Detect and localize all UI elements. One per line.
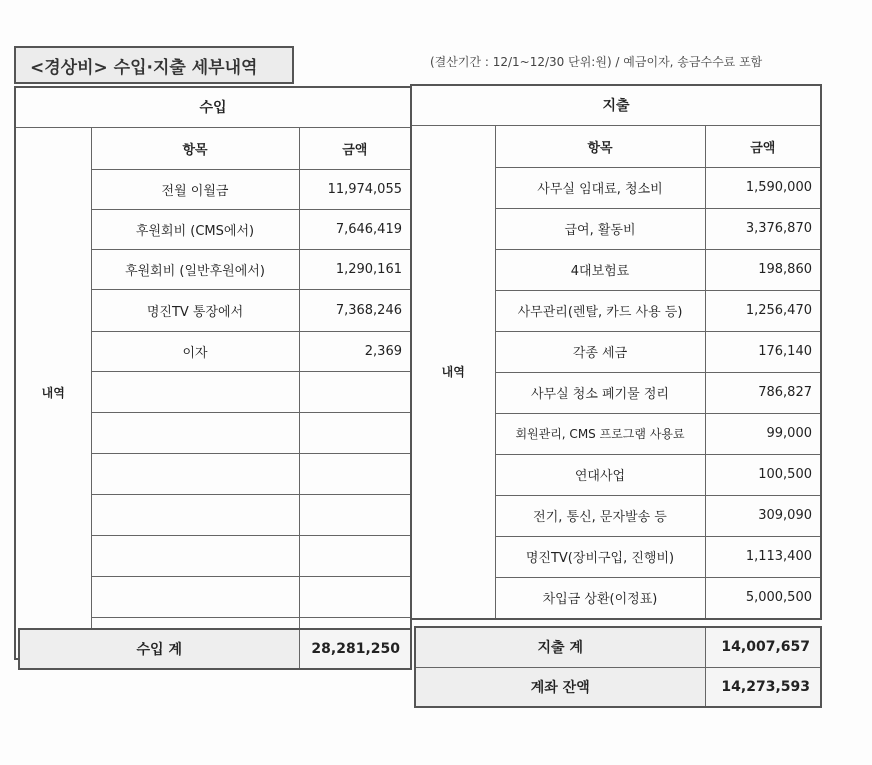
expense-amount: 198,860 [705,249,821,290]
period-note: (결산기간 : 12/1~12/30 단위:원) / 예금이자, 송금수수료 포함 [430,55,763,69]
income-col-item: 항목 [91,127,299,169]
expense-total-table [414,626,822,708]
income-total-table [18,628,412,670]
expense-amount: 1,256,470 [705,290,821,331]
income-amount: 2,369 [299,331,411,371]
income-item: 전월 이월금 [91,169,299,209]
expense-total-label: 지출 계 [415,627,705,667]
expense-item: 회원관리, CMS 프로그램 사용료 [495,413,705,454]
expense-side-label: 내역 [411,125,495,619]
expense-amount: 99,000 [705,413,821,454]
income-item: 명진TV 통장에서 [91,289,299,331]
expense-col-item: 항목 [495,125,705,167]
expense-amount: 100,500 [705,454,821,495]
income-item: 후원회비 (CMS에서) [91,209,299,249]
income-item: 후원회비 (일반후원에서) [91,249,299,289]
balance-label: 계좌 잔액 [415,667,705,707]
expense-amount: 309,090 [705,495,821,536]
expense-amount: 176,140 [705,331,821,372]
income-side-label: 내역 [15,127,91,659]
income-amount: 7,646,419 [299,209,411,249]
expense-item: 차입금 상환(이정표) [495,577,705,619]
expense-amount: 1,113,400 [705,536,821,577]
expense-item: 각종 세금 [495,331,705,372]
expense-amount: 3,376,870 [705,208,821,249]
expense-amount: 1,590,000 [705,167,821,208]
expense-item: 사무관리(렌탈, 카드 사용 등) [495,290,705,331]
expense-item: 전기, 통신, 문자발송 등 [495,495,705,536]
income-total-value: 28,281,250 [299,629,411,669]
income-amount: 7,368,246 [299,289,411,331]
expense-item: 사무실 임대료, 청소비 [495,167,705,208]
income-total-label: 수입 계 [19,629,299,669]
page-title: <경상비> 수입·지출 세부내역 [14,46,294,84]
expense-item: 명진TV(장비구입, 진행비) [495,536,705,577]
income-header: 수입 [15,87,411,127]
expense-amount: 5,000,500 [705,577,821,619]
income-col-amount: 금액 [299,127,411,169]
expense-header: 지출 [411,85,821,125]
expense-item: 사무실 청소 폐기물 정리 [495,372,705,413]
expense-col-amount: 금액 [705,125,821,167]
balance-value: 14,273,593 [705,667,821,707]
income-item: 이자 [91,331,299,371]
income-amount: 1,290,161 [299,249,411,289]
expense-item: 급여, 활동비 [495,208,705,249]
expense-item: 4대보험료 [495,249,705,290]
income-table [14,86,412,660]
expense-table [410,84,822,620]
expense-amount: 786,827 [705,372,821,413]
expense-total-value: 14,007,657 [705,627,821,667]
expense-item: 연대사업 [495,454,705,495]
income-amount: 11,974,055 [299,169,411,209]
